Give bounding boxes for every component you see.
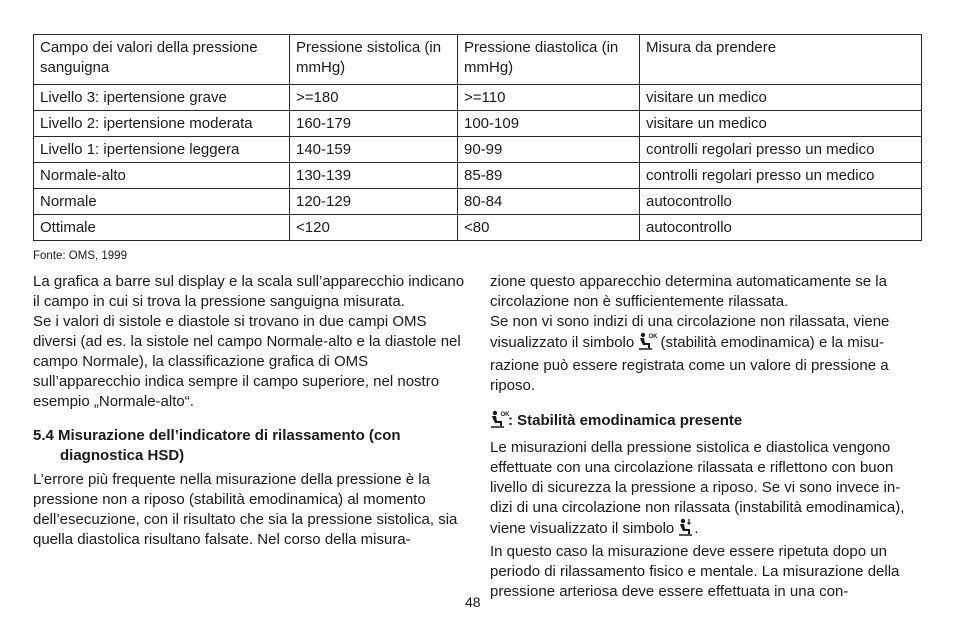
paragraph: L’errore più frequente nella misurazione della pressione è la pressione non a riposo (stabilità emodinamica) al momento dell’esecuzione, con il risultato che sia la pressione sistolica, sia quella diastolica risultano falsate. Nel corso della misura- xyxy=(33,471,458,548)
section-heading-line1: 5.4 Misurazione dell’indicatore di rilassamento (con xyxy=(33,427,401,444)
table-cell: Ottimale xyxy=(34,215,290,241)
table-cell: 90-99 xyxy=(458,137,640,163)
table-row xyxy=(34,85,922,111)
unrelaxed-person-icon xyxy=(678,518,694,542)
table-cell: 85-89 xyxy=(458,163,640,189)
subsection-heading xyxy=(490,410,922,434)
header-cell: Pressione sistolica (in mmHg) xyxy=(290,35,458,85)
section-heading xyxy=(33,426,468,466)
paragraph xyxy=(490,312,922,396)
section-heading-line2: diagnostica HSD) xyxy=(60,447,185,464)
table-cell: 100-109 xyxy=(458,111,640,137)
table-cell: Normale-alto xyxy=(34,163,290,189)
table-cell: controlli regolari presso un medico xyxy=(640,137,922,163)
table-cell: >=180 xyxy=(290,85,458,111)
table-cell: 140-159 xyxy=(290,137,458,163)
header-cell: Misura da prendere xyxy=(640,35,922,85)
relaxed-person-ok-icon xyxy=(638,332,656,356)
page-number: 48 xyxy=(465,594,481,610)
table-row xyxy=(34,137,922,163)
table-cell: visitare un medico xyxy=(640,111,922,137)
paragraph-text: Le misurazioni della pressione sistolica e diastolica vengono effettuate con una circolazione rilassata e riflettono con buon livello di sicurezza la pressione a riposo. Se vi sono invece in-dizi di una circolazione non rilassata (instabilità emodinamica), viene visualizzato il simbolo xyxy=(490,439,905,537)
paragraph: Se i valori di sistole e diastole si trovano in due campi OMS diversi (ad es. la sistole nel campo Normale-alto e la diastole nel campo Normale), la classificazione grafica di OMS sull’apparecchio indica sempre il campo superiore, nel nostro esempio „Normale-alto“. xyxy=(33,313,461,410)
header-cell: Pressione diastolica (in mmHg) xyxy=(458,35,640,85)
subsection-heading-text: : Stabilità emodinamica presente xyxy=(508,412,743,429)
table-cell: <80 xyxy=(458,215,640,241)
relaxed-person-ok-icon xyxy=(490,410,508,434)
blood-pressure-table xyxy=(33,34,922,241)
icon-ok-text: OK xyxy=(500,412,510,418)
icon-ok-text: OK xyxy=(648,334,658,340)
table-header-row xyxy=(34,35,922,85)
table-cell: >=110 xyxy=(458,85,640,111)
header-cell: Campo dei valori della pressione sanguigna xyxy=(34,35,290,85)
table-cell: controlli regolari presso un medico xyxy=(640,163,922,189)
paragraph-text: Se non vi sono indizi di una circolazione non rilassata, viene visualizzato il simbolo xyxy=(490,313,890,351)
table-cell: visitare un medico xyxy=(640,85,922,111)
table-cell: autocontrollo xyxy=(640,215,922,241)
paragraph: La grafica a barre sul display e la scala sull’apparecchio indicano il campo in cui si trova la pressione sanguigna misurata. xyxy=(33,273,465,310)
table-cell: Livello 1: ipertensione leggera xyxy=(34,137,290,163)
table-cell: 130-139 xyxy=(290,163,458,189)
right-text-column xyxy=(490,272,922,602)
table-cell: 120-129 xyxy=(290,189,458,215)
table-cell: 160-179 xyxy=(290,111,458,137)
paragraph: In questo caso la misurazione deve essere ripetuta dopo un periodo di rilassamento fisico e mentale. La misurazione della pressione arteriosa deve essere effettuata in una con- xyxy=(490,543,900,600)
table-row xyxy=(34,189,922,215)
table-row xyxy=(34,111,922,137)
table-row xyxy=(34,163,922,189)
table-source-note: Fonte: OMS, 1999 xyxy=(33,250,127,262)
paragraph: zione questo apparecchio determina automaticamente se la circolazione non è sufficientemente rilassata. xyxy=(490,273,887,310)
table-cell: <120 xyxy=(290,215,458,241)
table-cell: autocontrollo xyxy=(640,189,922,215)
table-cell: Normale xyxy=(34,189,290,215)
table-cell: Livello 3: ipertensione grave xyxy=(34,85,290,111)
table-row xyxy=(34,215,922,241)
paragraph-text: (stabilità emodinamica) e la misu-razione può essere registrata come un valore di pressione a riposo. xyxy=(490,334,889,394)
table-cell: 80-84 xyxy=(458,189,640,215)
left-text-column xyxy=(33,272,468,550)
table-cell: Livello 2: ipertensione moderata xyxy=(34,111,290,137)
paragraph-text: . xyxy=(694,520,699,537)
paragraph xyxy=(490,438,922,542)
